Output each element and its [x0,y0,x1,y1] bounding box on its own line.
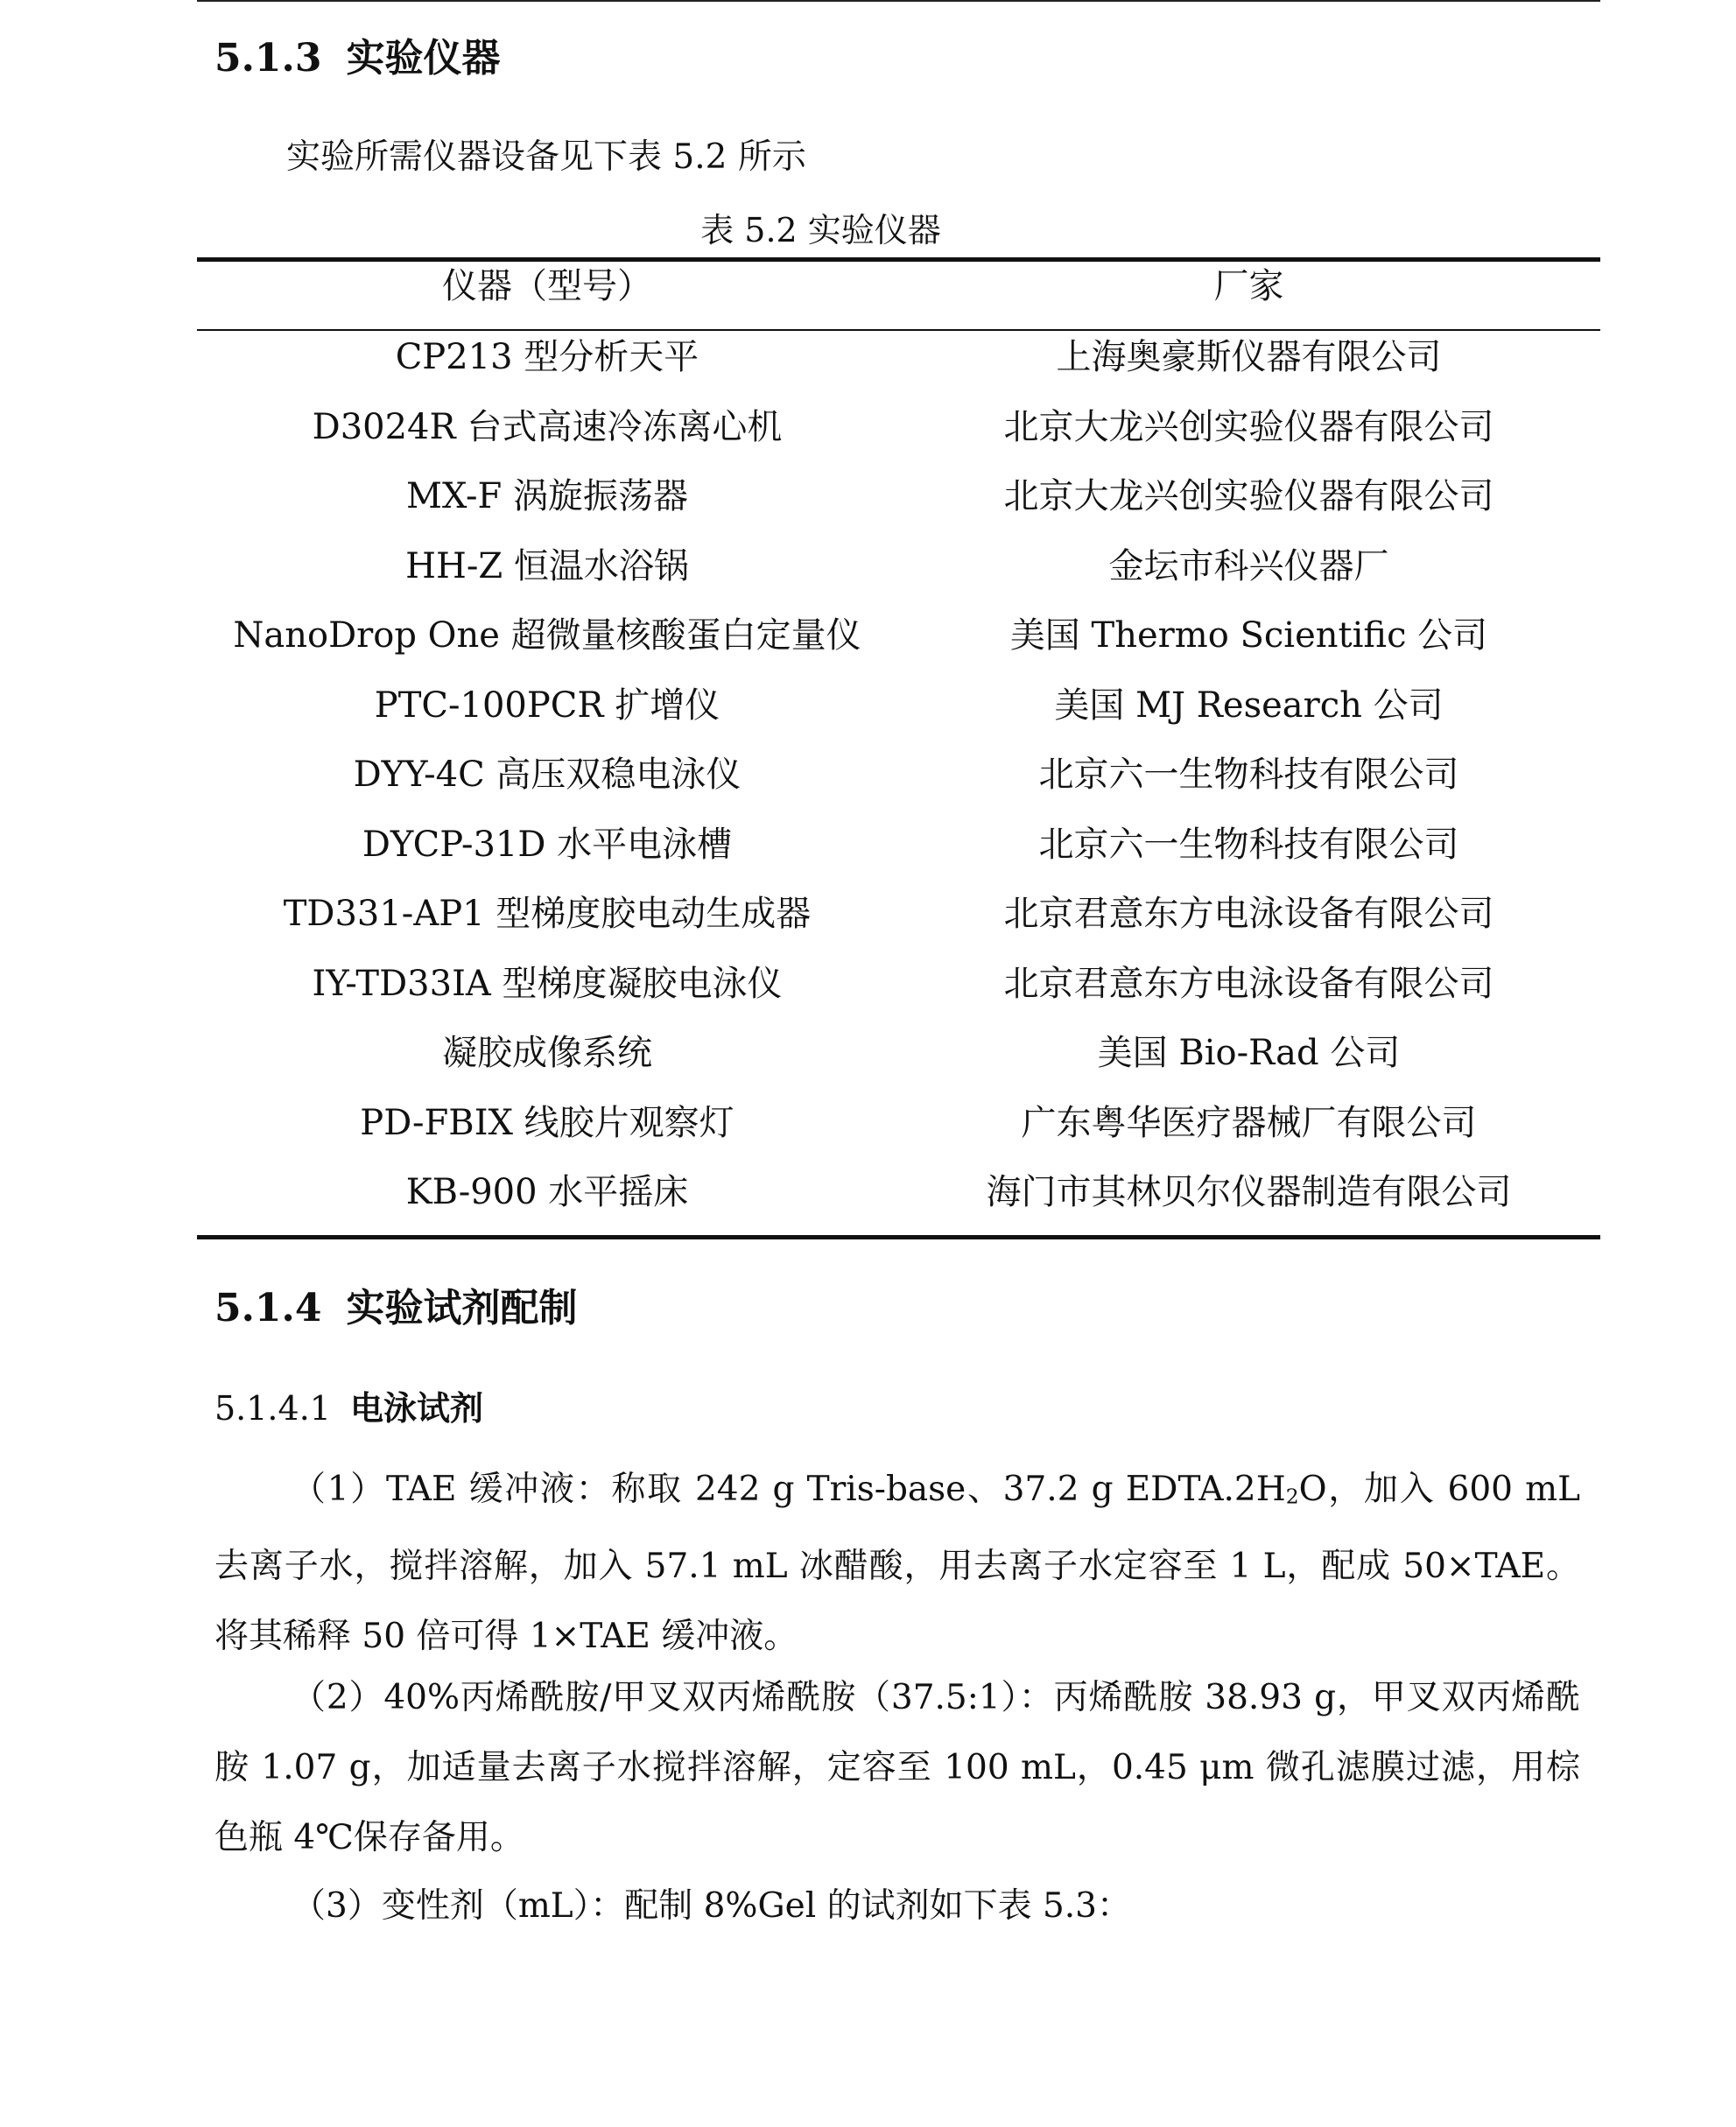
table-intro-text: 实验所需仪器设备见下表 5.2 所示 [286,137,806,177]
section-number: 5.1.4 [214,1286,322,1330]
section-heading-5-1-4 [214,1276,577,1332]
manufacturer-cell: 北京大龙兴创实验仪器有限公司 [1003,476,1494,516]
page-top-rule [197,0,1600,2]
manufacturer-cell: 北京六一生物科技有限公司 [1038,824,1459,865]
section-heading-5-1-3 [214,26,500,82]
instrument-cell: PTC-100PCR 扩增仪 [374,684,720,726]
instrument-cell: DYY-4C 高压双稳电泳仪 [353,755,741,795]
table-row [197,405,1600,475]
manufacturer-cell: 美国 MJ Research 公司 [1054,684,1444,726]
table-header-instrument: 仪器（型号） [442,266,652,306]
manufacturer-cell: 上海奥豪斯仪器有限公司 [1056,337,1442,377]
table-row [197,892,1600,962]
manufacturer-cell: 北京六一生物科技有限公司 [1038,755,1459,795]
table-header-rule [197,329,1600,331]
table-row [197,1031,1600,1101]
instrument-cell: MX-F 涡旋振荡器 [406,476,688,516]
table-row [197,1170,1600,1240]
subsection-number: 5.1.4.1 [214,1389,331,1428]
table-row [197,474,1600,544]
subsection-title: 电泳试剂 [349,1388,483,1428]
instrument-cell: PD-FBIX 线胶片观察灯 [360,1102,734,1143]
table-header-row [197,264,1600,334]
instrument-cell: NanoDrop One 超微量核酸蛋白定量仪 [233,615,861,656]
section-title: 实验试剂配制 [346,1286,578,1330]
table-header-manufacturer: 厂家 [1213,266,1284,306]
paragraph-acrylamide: （2）40%丙烯酰胺/甲叉双丙烯酰胺（37.5:1）：丙烯酰胺 38.93 g，甲叉双丙烯酰胺 1.07 g，加适量去离子水搅拌溶解，定容至 100 mL，0.45 μm 微孔滤膜过滤，用棕色瓶 4℃保存备用。 [214,1678,1580,1857]
table-row [197,544,1600,614]
instrument-cell: HH-Z 恒温水浴锅 [405,545,689,586]
table-row [197,753,1600,823]
paragraph-tae-buffer: （1）TAE 缓冲液：称取 242 g Tris-base、37.2 g $EDTA.2H_2O$，加入 600 mL 去离子水，搅拌溶解，加入 57.1 mL 冰醋酸，用去离子水定容至 1 L，配成 50×TAE。将其稀释 50 倍可得 1×TAE 缓冲液。 [214,1470,1580,1656]
manufacturer-cell: 北京君意东方电泳设备有限公司 [1003,963,1494,1004]
paragraph-denaturant: （3）变性剂（mL）：配制 8%Gel 的试剂如下表 5.3： [292,1886,1131,1926]
table-bottom-rule [197,1235,1600,1239]
table-caption: 表 5.2 实验仪器 [700,211,941,249]
table-row [197,335,1600,405]
table-row [197,1101,1600,1171]
instrument-cell: CP213 型分析天平 [395,337,699,377]
instrument-cell: KB-900 水平摇床 [405,1172,689,1212]
manufacturer-cell: 北京大龙兴创实验仪器有限公司 [1003,406,1494,447]
manufacturer-cell: 广东粤华医疗器械厂有限公司 [1021,1102,1477,1143]
manufacturer-cell: 海门市其林贝尔仪器制造有限公司 [986,1172,1512,1212]
instrument-cell: D3024R 台式高速冷冻离心机 [312,406,783,447]
manufacturer-cell: 金坛市科兴仪器厂 [1108,545,1389,586]
section-number: 5.1.3 [214,36,322,81]
instrument-cell: DYCP-31D 水平电泳槽 [362,824,733,865]
table-row [197,823,1600,893]
table-row [197,962,1600,1032]
manufacturer-cell: 美国 Thermo Scientific 公司 [1009,615,1488,656]
table-row [197,614,1600,684]
manufacturer-cell: 美国 Bio-Rad 公司 [1097,1033,1401,1073]
subsection-heading-5-1-4-1 [214,1381,483,1429]
table-row [197,684,1600,754]
instrument-cell: IY-TD33IA 型梯度凝胶电泳仪 [312,963,783,1004]
section-title: 实验仪器 [346,36,501,81]
instrument-cell: 凝胶成像系统 [442,1033,652,1073]
manufacturer-cell: 北京君意东方电泳设备有限公司 [1003,894,1494,934]
instrument-cell: TD331-AP1 型梯度胶电动生成器 [283,894,812,934]
table-top-rule [197,257,1600,262]
